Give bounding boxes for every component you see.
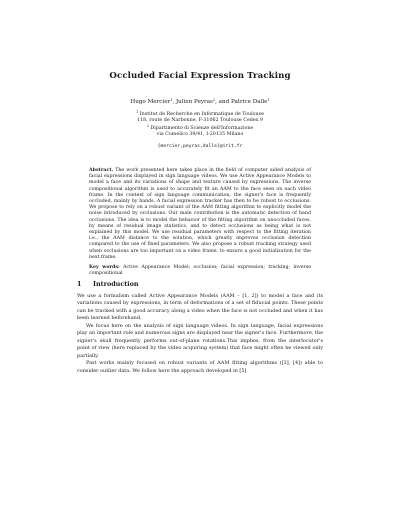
section-heading — [77, 280, 139, 288]
author-separator: , — [172, 99, 176, 105]
keywords-paragraph — [89, 265, 311, 277]
abstract-label: Abstract. — [89, 168, 114, 173]
section-number: 1 — [77, 280, 82, 288]
affiliation-line: 118, route de Narbonne, F-31062 Toulouse Cedex 9 — [137, 118, 263, 124]
affiliation-1 — [0, 112, 400, 125]
author-affiliation-mark: 1 — [170, 98, 173, 102]
affiliation-2 — [0, 126, 400, 139]
affiliation-mark: 2 — [146, 124, 149, 128]
author-list — [0, 99, 400, 105]
body-paragraph: We focus here on the analysis of sign language videos. In sign language, facial expressions play an important role and numerous signs are displayed near the signer's face. Furthermore, the signer's skull frequently performs out-of-plane rotations.This implies, from the interlocutor's point of view (here replaced by the video acquiring system) that face might often be viewed only partially. — [77, 322, 323, 359]
author-name: Julien Peyras — [175, 99, 213, 105]
section-title: Introduction — [93, 280, 139, 288]
keywords-text: Active Appearance Model; occlusion; facial expression; tracking; inverse compositional — [89, 265, 312, 277]
abstract-block — [89, 168, 311, 277]
author-separator: , and — [215, 99, 231, 105]
author-affiliation-mark: 1 — [267, 98, 270, 102]
affiliation-text: Dipartimento di Scienze dell'Informazione — [150, 126, 254, 131]
affiliation-text: Institut de Recherche en Informatique de Toulouse — [139, 112, 264, 117]
affiliation-line: via Comelico 39/41, I-20135 Milano — [156, 132, 244, 138]
affiliation-mark: 1 — [136, 110, 139, 114]
author-name: Hugo Mercier — [130, 99, 171, 105]
paper-title: Occluded Facial Expression Tracking — [109, 71, 291, 81]
section-body — [77, 293, 323, 375]
author-affiliation-mark: 2 — [212, 98, 216, 102]
keywords-label: Key words: — [89, 265, 120, 271]
abstract-text: The work presented here takes place in the field of computer aided analysis of facial expressions displayed in sign language videos. We use Active Appearance Models to model a face and its variations of shape and texture caused by expressions. The inverse compositional algorithm is used to accurately fit an AAM to the face seen on each video frame. In the context of sign language communication, the signer's face is frequently occluded, mainly by hands. A facial expression tracker has then to be robust to occlusions. We propose to rely on a robust variant of the AAM fitting algorithm to explicitly model the noise introduced by occlusions. Our main contribution is the automatic detection of hand occlusions. The idea is to model the behavior of the fitting algorithm on unoccluded faces, by means of residual image statistics, and to detect occlusions as being what is not explained by this model. We use residual parameters with respect to the fitting iteration i.e., the AAM distance to the solution, which greatly improves occlusion detection compared to the use of fixed parameters. We also propose a robust tracking strategy used when occlusions are too important on a video frame, to ensure a good initialization for the next frame. — [89, 168, 311, 260]
body-paragraph: Past works mainly focused on robust variants of AAM fitting algorithms ([3], [4]) able to consider outlier data. We follow here the approach developed in [5] — [77, 360, 323, 374]
author-email: {mercier,peyras,dalle}@irit.fr — [157, 144, 243, 149]
body-paragraph: We use a formalism called Active Appearance Models (AAM – [1, 2]) to model a face and its variations caused by expressions, in term of deformations of a set of fiducial points. These points can be tracked with a good accuracy along a video when the face is not occluded and when it has been learned beforehand. — [77, 293, 323, 322]
author-name: Patrice Dalle — [230, 99, 268, 105]
abstract-paragraph — [89, 168, 311, 261]
